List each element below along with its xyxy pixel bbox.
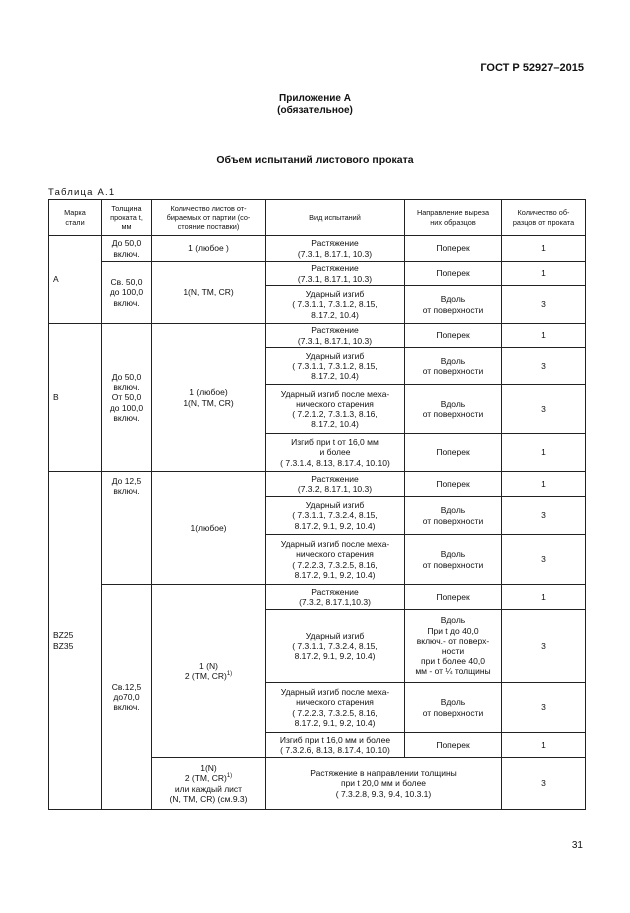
test-cell: Растяжение (7.3.2, 8.17.1, 10.3) (266, 472, 405, 497)
direction-cell: Поперек (405, 733, 502, 758)
test-cell: Ударный изгиб ( 7.3.1.1, 7.3.2.4, 8.15, 8.17.2, 9.1, 9.2, 10.4) (266, 497, 405, 535)
direction-cell: Поперек (405, 262, 502, 286)
footnote-mark: 1) (226, 773, 233, 780)
document-title: Объем испытаний листового проката (216, 154, 414, 166)
test-cell: Ударный изгиб ( 7.3.1.1, 7.3.1.2, 8.15, 8.17.2, 10.4) (266, 348, 405, 385)
grade-cell: В (49, 324, 102, 472)
count-cell: 1 (502, 236, 586, 262)
sheets-cell (152, 585, 266, 758)
direction-cell: Вдоль от поверхности (405, 683, 502, 733)
standard-number: ГОСТ Р 52927–2015 (480, 62, 584, 74)
test-cell: Ударный изгиб после меха- нического старения ( 7.2.2.3, 7.3.2.5, 8.16, 8.17.2, 9.1, 9.2, 10.4) (266, 683, 405, 733)
test-cell: Изгиб при t 16,0 мм и более ( 7.3.2.6, 8.13, 8.17.4, 10.10) (266, 733, 405, 758)
count-cell: 1 (502, 733, 586, 758)
test-cell: Ударный изгиб после меха- нического старения ( 7.2.2.3, 7.3.2.5, 8.16, 8.17.2, 9.1, 9.2, 10.4) (266, 535, 405, 585)
appendix-subtitle: (обязательное) (277, 105, 353, 116)
count-cell: 3 (502, 610, 586, 683)
count-cell: 3 (502, 497, 586, 535)
test-cell: Ударный изгиб ( 7.3.1.1, 7.3.2.4, 8.15, 8.17.2, 9.1, 9.2, 10.4) (266, 610, 405, 683)
sheets-text: 1(N) 2 (TM, CR) (184, 763, 227, 784)
thickness-cell: Св.12,5 до70,0 включ. (102, 585, 152, 810)
direction-cell: Вдоль от поверхности (405, 497, 502, 535)
col-header-test-type: Вид испытаний (266, 200, 405, 236)
thickness-cell: До 50,0 включ. От 50,0 до 100,0 включ. (102, 324, 152, 472)
col-header-thickness: Толщина проката t, мм (102, 200, 152, 236)
count-cell: 3 (502, 758, 586, 810)
thickness-cell: До 12,5 включ. (102, 472, 152, 585)
col-header-sample-count: Количество об- разцов от проката (502, 200, 586, 236)
sheets-cell: 1(любое) (152, 472, 266, 585)
direction-cell: Вдоль от поверхности (405, 385, 502, 434)
table-row (49, 262, 586, 286)
count-cell: 3 (502, 286, 586, 324)
sheets-cell: 1 (любое ) (152, 236, 266, 262)
count-cell: 1 (502, 262, 586, 286)
test-cell: Растяжение (7.3.1, 8.17.1, 10.3) (266, 262, 405, 286)
col-header-direction: Направление выреза них образцов (405, 200, 502, 236)
direction-cell: Поперек (405, 236, 502, 262)
test-cell: Растяжение (7.3.1, 8.17.1, 10.3) (266, 236, 405, 262)
count-cell: 3 (502, 385, 586, 434)
direction-cell: Поперек (405, 434, 502, 472)
count-cell: 1 (502, 472, 586, 497)
sheets-text-tail: или каждый лист (N, TM, CR) (см.9.3) (169, 783, 248, 804)
col-header-grade: Марка стали (49, 200, 102, 236)
count-cell: 1 (502, 585, 586, 610)
footnote-mark: 1) (226, 671, 233, 678)
page-number: 31 (571, 840, 583, 851)
table-header-row (49, 200, 586, 236)
count-cell: 1 (502, 434, 586, 472)
table-row (49, 585, 586, 610)
direction-cell: Поперек (405, 472, 502, 497)
table-row (49, 472, 586, 497)
appendix-title: Приложение А (279, 93, 351, 104)
table-caption: Таблица А.1 (48, 187, 116, 198)
test-scope-table (48, 199, 586, 810)
direction-cell: Вдоль При t до 40,0 включ.- от поверх- ности при t более 40,0 мм - от ¼ толщины (405, 610, 502, 683)
grade-cell: А (49, 236, 102, 324)
thickness-cell: До 50,0 включ. (102, 236, 152, 262)
col-header-sheets: Количество листов от- бираемых от партии (со- стояние поставки) (152, 200, 266, 236)
sheets-cell: 1 (любое) 1(N, TM, CR) (152, 324, 266, 472)
count-cell: 3 (502, 535, 586, 585)
count-cell: 3 (502, 348, 586, 385)
direction-cell: Вдоль от поверхности (405, 348, 502, 385)
test-cell: Растяжение в направлении толщины при t 20,0 мм и более ( 7.3.2.8, 9.3, 9.4, 10.3.1) (266, 758, 502, 810)
direction-cell: Вдоль от поверхности (405, 535, 502, 585)
test-cell: Растяжение (7.3.1, 8.17.1, 10.3) (266, 324, 405, 348)
thickness-cell: Св. 50,0 до 100,0 включ. (102, 262, 152, 324)
test-cell: Растяжение (7.3.2, 8.17.1,10.3) (266, 585, 405, 610)
direction-cell: Поперек (405, 324, 502, 348)
table-row (49, 236, 586, 262)
count-cell: 1 (502, 324, 586, 348)
direction-cell: Вдоль от поверхности (405, 286, 502, 324)
test-cell: Ударный изгиб после меха- нического старения ( 7.2.1.2, 7.3.1.3, 8.16, 8.17.2, 10.4) (266, 385, 405, 434)
sheets-cell: 1(N, TM, CR) (152, 262, 266, 324)
test-cell: Ударный изгиб ( 7.3.1.1, 7.3.1.2, 8.15, 8.17.2, 10.4) (266, 286, 405, 324)
sheets-text: 1 (N) 2 (TM, CR) (184, 660, 227, 681)
count-cell: 3 (502, 683, 586, 733)
table-row (49, 324, 586, 348)
direction-cell: Поперек (405, 585, 502, 610)
grade-cell: BZ25 BZ35 (49, 472, 102, 810)
sheets-cell (152, 758, 266, 810)
test-cell: Изгиб при t от 16,0 мм и более ( 7.3.1.4, 8.13, 8.17.4, 10.10) (266, 434, 405, 472)
